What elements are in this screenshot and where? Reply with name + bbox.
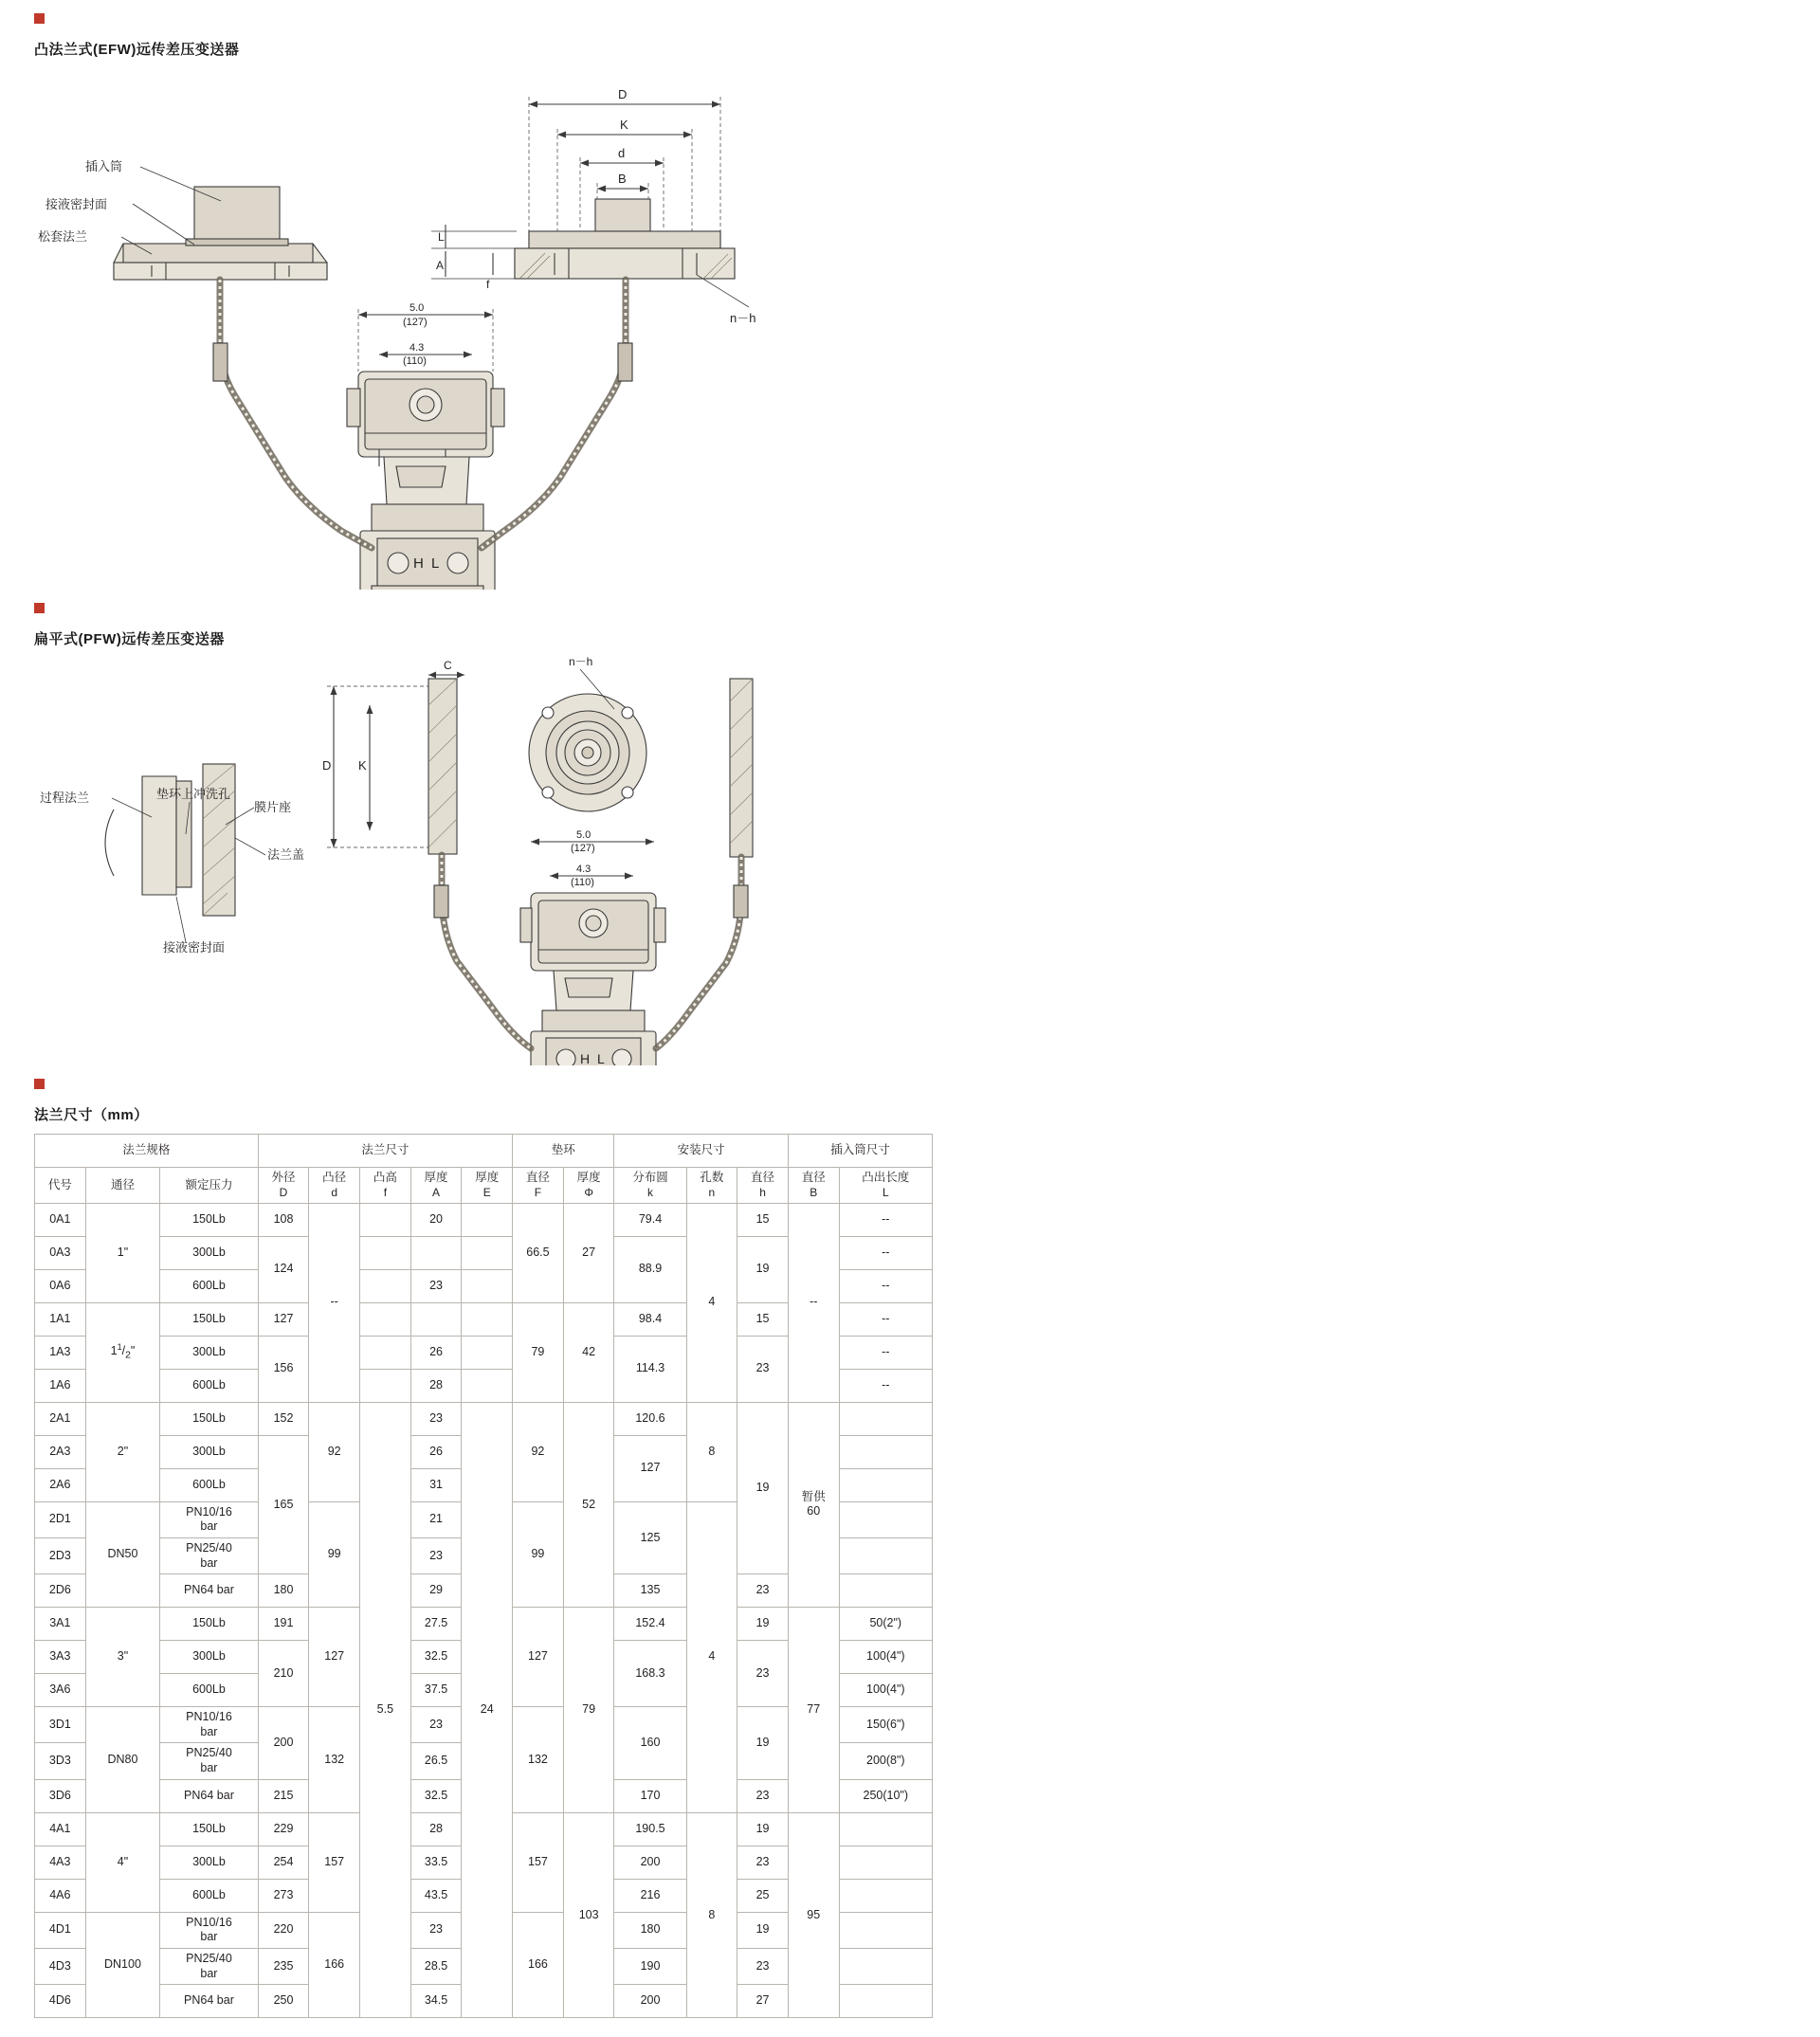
cell-pressure: 600Lb [160, 1369, 258, 1402]
height-mm-pfw: (110) [571, 877, 594, 888]
cell-A [410, 1302, 462, 1336]
cell-L: 250(10") [839, 1779, 932, 1812]
cell-F: 166 [513, 1912, 564, 2018]
cell-bore: DN50 [85, 1501, 160, 1608]
cell-phi: 79 [563, 1608, 614, 1813]
cell-bore: 2" [85, 1402, 160, 1501]
section-table [0, 1065, 1820, 2037]
cell-L [839, 1812, 932, 1846]
cell-k: 114.3 [614, 1336, 686, 1402]
red-square-icon [34, 1079, 45, 1089]
cell-code: 3D3 [35, 1743, 86, 1779]
dim-B: B [618, 172, 627, 186]
cell-f [360, 1236, 411, 1269]
cell-B: -- [788, 1203, 839, 1402]
cell-A: 23 [410, 1537, 462, 1573]
cell-h: 27 [737, 1985, 789, 2018]
flange-dimension-table [34, 1134, 933, 2018]
cell-k: 170 [614, 1779, 686, 1812]
cell-h: 23 [737, 1336, 789, 1402]
cell-k: 190.5 [614, 1812, 686, 1846]
cell-E [462, 1336, 513, 1369]
section-pfw [0, 590, 1820, 1065]
cell-A: 23 [410, 1402, 462, 1435]
cell-B: 暂供 60 [788, 1402, 839, 1608]
cell-code: 4A3 [35, 1846, 86, 1879]
cell-A: 32.5 [410, 1641, 462, 1674]
section-efw-title: 凸法兰式(EFW)远传差压变送器 [34, 42, 240, 58]
cell-pressure: 300Lb [160, 1641, 258, 1674]
label-loose-flange: 松套法兰 [38, 229, 88, 244]
cell-L: -- [839, 1369, 932, 1402]
table-group-header-row [35, 1135, 933, 1168]
cell-d: 166 [309, 1912, 360, 2018]
cell-n: 4 [686, 1203, 737, 1402]
cell-n: 8 [686, 1812, 737, 2018]
cell-h: 23 [737, 1574, 789, 1608]
cell-D: 254 [258, 1846, 309, 1879]
table-row [35, 1402, 933, 1435]
cell-A: 32.5 [410, 1779, 462, 1812]
cell-pressure: PN64 bar [160, 1985, 258, 2018]
cell-h: 23 [737, 1846, 789, 1879]
height-inch: 4.3 [410, 342, 425, 354]
cell-A: 28.5 [410, 1948, 462, 1984]
label-insert-tube: 插入筒 [85, 159, 123, 173]
cell-bore: 3" [85, 1608, 160, 1707]
cell-d: 99 [309, 1501, 360, 1608]
cell-d: 132 [309, 1707, 360, 1813]
label-wetted-seal-pfw: 接液密封面 [163, 940, 226, 955]
cell-L [839, 1501, 932, 1537]
cell-A: 28 [410, 1812, 462, 1846]
cell-D: 108 [258, 1203, 309, 1236]
cell-L: 100(4") [839, 1641, 932, 1674]
cell-A: 34.5 [410, 1985, 462, 2018]
cell-k: 120.6 [614, 1402, 686, 1435]
cell-n: 4 [686, 1501, 737, 1812]
cell-pressure: PN10/16 bar [160, 1501, 258, 1537]
cell-bore: DN80 [85, 1707, 160, 1813]
cell-E: 24 [462, 1402, 513, 2018]
cell-pressure: 600Lb [160, 1674, 258, 1707]
cell-code: 2A3 [35, 1435, 86, 1468]
cell-code: 3A3 [35, 1641, 86, 1674]
group-header-gasket: 垫环 [513, 1135, 614, 1168]
cell-code: 3A1 [35, 1608, 86, 1641]
pfw-svg [0, 648, 1820, 1065]
cell-k: 79.4 [614, 1203, 686, 1236]
cell-h: 19 [737, 1812, 789, 1846]
cell-k: 98.4 [614, 1302, 686, 1336]
table-head [35, 1135, 933, 1204]
cell-code: 2D1 [35, 1501, 86, 1537]
cell-code: 3A6 [35, 1674, 86, 1707]
cell-code: 4A1 [35, 1812, 86, 1846]
col-gasket-dia: 直径 F [513, 1168, 564, 1204]
label-gasket-flush: 垫环上冲洗孔 [156, 787, 231, 801]
cell-pressure: 150Lb [160, 1302, 258, 1336]
cell-L [839, 1879, 932, 1912]
label-flange-cover: 法兰盖 [267, 847, 305, 862]
group-header-mounting: 安装尺寸 [614, 1135, 788, 1168]
cell-k: 190 [614, 1948, 686, 1984]
width-inch: 5.0 [410, 302, 425, 314]
cell-D: 127 [258, 1302, 309, 1336]
cell-pressure: 300Lb [160, 1435, 258, 1468]
cell-L: 150(6") [839, 1707, 932, 1743]
red-square-icon [34, 603, 45, 613]
section-efw [0, 0, 1820, 590]
cell-code: 1A3 [35, 1336, 86, 1369]
cell-L [839, 1985, 932, 2018]
label-wetted-seal: 接液密封面 [46, 197, 108, 211]
cell-pressure: 150Lb [160, 1608, 258, 1641]
cell-pressure: 600Lb [160, 1879, 258, 1912]
cell-k: 135 [614, 1574, 686, 1608]
dim-K: K [620, 118, 628, 132]
cell-D: 191 [258, 1608, 309, 1641]
cell-A: 26 [410, 1336, 462, 1369]
cell-A: 21 [410, 1501, 462, 1537]
cell-h: 19 [737, 1912, 789, 1948]
cell-L [839, 1537, 932, 1573]
cell-D: 156 [258, 1336, 309, 1402]
cell-k: 168.3 [614, 1641, 686, 1707]
cell-A: 31 [410, 1468, 462, 1501]
cell-D: 180 [258, 1574, 309, 1608]
efw-drawing [0, 59, 1820, 590]
col-thickness-a: 厚度 A [410, 1168, 462, 1204]
cell-code: 2D6 [35, 1574, 86, 1608]
group-header-flange-dims: 法兰尺寸 [258, 1135, 512, 1168]
cell-A: 28 [410, 1369, 462, 1402]
cell-k: 200 [614, 1846, 686, 1879]
width-inch-pfw: 5.0 [576, 829, 592, 841]
label-process-flange: 过程法兰 [40, 791, 90, 805]
cell-code: 2A6 [35, 1468, 86, 1501]
height-mm: (110) [403, 355, 427, 367]
cell-B: 95 [788, 1812, 839, 2018]
cell-D: 229 [258, 1812, 309, 1846]
cell-L [839, 1912, 932, 1948]
dim-n-h: n－h [730, 311, 756, 325]
cell-A: 23 [410, 1269, 462, 1302]
cell-F: 92 [513, 1402, 564, 1501]
cell-L: -- [839, 1336, 932, 1369]
cell-k: 152.4 [614, 1608, 686, 1641]
cell-F: 99 [513, 1501, 564, 1608]
cell-pressure: PN25/40 bar [160, 1743, 258, 1779]
cell-L [839, 1402, 932, 1435]
cell-code: 4D6 [35, 1985, 86, 2018]
cell-h: 15 [737, 1203, 789, 1236]
col-outer-dia: 外径 D [258, 1168, 309, 1204]
col-code: 代号 [35, 1168, 86, 1204]
cell-L [839, 1435, 932, 1468]
cell-pressure: 600Lb [160, 1269, 258, 1302]
cell-bore: DN100 [85, 1912, 160, 2018]
cell-h: 19 [737, 1608, 789, 1641]
col-thickness-e: 厚度 E [462, 1168, 513, 1204]
cell-code: 0A6 [35, 1269, 86, 1302]
cell-D: 210 [258, 1641, 309, 1707]
cell-h: 19 [737, 1402, 789, 1574]
section-marker-row [0, 0, 1820, 28]
dim-L: L [438, 230, 445, 244]
group-header-insert-tube: 插入筒尺寸 [788, 1135, 932, 1168]
cell-D: 152 [258, 1402, 309, 1435]
width-mm: (127) [403, 317, 428, 328]
col-pressure: 额定压力 [160, 1168, 258, 1204]
cell-k: 125 [614, 1501, 686, 1574]
cell-F: 127 [513, 1608, 564, 1707]
cell-pressure: PN64 bar [160, 1574, 258, 1608]
section-marker-row-3 [0, 1065, 1820, 1094]
cell-h: 19 [737, 1707, 789, 1780]
width-mm-pfw: (127) [571, 843, 595, 854]
table-row [35, 1203, 933, 1236]
cell-F: 132 [513, 1707, 564, 1813]
cell-A: 26.5 [410, 1743, 462, 1779]
cell-pressure: PN25/40 bar [160, 1948, 258, 1984]
cell-A [410, 1236, 462, 1269]
cell-k: 160 [614, 1707, 686, 1780]
cell-code: 1A1 [35, 1302, 86, 1336]
cell-f: 5.5 [360, 1402, 411, 2018]
cell-d: -- [309, 1203, 360, 1402]
dim-f: f [486, 278, 490, 291]
cell-code: 4A6 [35, 1879, 86, 1912]
cell-code: 1A6 [35, 1369, 86, 1402]
cell-bore: 1" [85, 1203, 160, 1302]
col-bolt-circle: 分布圆 k [614, 1168, 686, 1204]
cell-phi: 52 [563, 1402, 614, 1608]
dim-d: d [618, 146, 626, 160]
cell-h: 15 [737, 1302, 789, 1336]
port-l-label-pfw: L [597, 1051, 605, 1065]
dim-D-pfw: D [322, 758, 332, 773]
cell-L: -- [839, 1236, 932, 1269]
cell-k: 180 [614, 1912, 686, 1948]
cell-code: 2D3 [35, 1537, 86, 1573]
cell-h: 23 [737, 1948, 789, 1984]
cell-f [360, 1336, 411, 1369]
cell-code: 3D1 [35, 1707, 86, 1743]
dim-D: D [618, 87, 628, 101]
flange-dimension-table-wrap [0, 1134, 1820, 2037]
dim-K-pfw: K [358, 758, 367, 773]
cell-code: 4D3 [35, 1948, 86, 1984]
cell-k: 216 [614, 1879, 686, 1912]
cell-D: 273 [258, 1879, 309, 1912]
cell-d: 127 [309, 1608, 360, 1707]
cell-D: 124 [258, 1236, 309, 1302]
cell-L: -- [839, 1302, 932, 1336]
cell-D: 235 [258, 1948, 309, 1984]
cell-A: 43.5 [410, 1879, 462, 1912]
cell-F: 157 [513, 1812, 564, 1912]
height-inch-pfw: 4.3 [576, 864, 592, 875]
label-diaphragm-seat: 膜片座 [254, 800, 292, 814]
cell-A: 27.5 [410, 1608, 462, 1641]
cell-phi: 42 [563, 1302, 614, 1402]
cell-h: 23 [737, 1779, 789, 1812]
dim-n-h-pfw: n－h [569, 655, 593, 668]
cell-pressure: PN25/40 bar [160, 1537, 258, 1573]
cell-bore: $1^1/_2$" [85, 1302, 160, 1402]
cell-L [839, 1574, 932, 1608]
cell-L [839, 1468, 932, 1501]
col-hole-dia: 直径 h [737, 1168, 789, 1204]
cell-F: 66.5 [513, 1203, 564, 1302]
cell-E [462, 1269, 513, 1302]
cell-f [360, 1369, 411, 1402]
col-tube-dia: 直径 B [788, 1168, 839, 1204]
cell-k: 200 [614, 1985, 686, 2018]
cell-A: 33.5 [410, 1846, 462, 1879]
group-header-flange-spec: 法兰规格 [35, 1135, 259, 1168]
cell-pressure: PN10/16 bar [160, 1707, 258, 1743]
cell-n: 8 [686, 1402, 737, 1501]
cell-D: 215 [258, 1779, 309, 1812]
cell-pressure: PN64 bar [160, 1779, 258, 1812]
cell-k: 127 [614, 1435, 686, 1501]
cell-d: 92 [309, 1402, 360, 1501]
cell-B: 77 [788, 1608, 839, 1813]
cell-phi: 103 [563, 1812, 614, 2018]
cell-h: 23 [737, 1641, 789, 1707]
cell-d: 157 [309, 1812, 360, 1912]
cell-E [462, 1302, 513, 1336]
table-body [35, 1203, 933, 2018]
table-column-header-row [35, 1168, 933, 1204]
dim-C: C [444, 659, 452, 672]
cell-pressure: 150Lb [160, 1203, 258, 1236]
red-square-icon [34, 13, 45, 24]
cell-L: 50(2") [839, 1608, 932, 1641]
col-raised-dia: 凸径 d [309, 1168, 360, 1204]
cell-D: 165 [258, 1435, 309, 1574]
cell-A: 26 [410, 1435, 462, 1468]
port-h-label: H [413, 555, 424, 572]
cell-F: 79 [513, 1302, 564, 1402]
pfw-drawing [0, 648, 1820, 1065]
cell-E [462, 1236, 513, 1269]
col-gasket-thickness: 厚度 Φ [563, 1168, 614, 1204]
col-raised-height: 凸高 f [360, 1168, 411, 1204]
cell-A: 20 [410, 1203, 462, 1236]
cell-pressure: PN10/16 bar [160, 1912, 258, 1948]
cell-f [360, 1203, 411, 1236]
cell-pressure: 150Lb [160, 1402, 258, 1435]
cell-A: 23 [410, 1912, 462, 1948]
cell-bore: 4" [85, 1812, 160, 1912]
port-l-label: L [431, 555, 440, 572]
cell-pressure: 300Lb [160, 1336, 258, 1369]
cell-E [462, 1369, 513, 1402]
cell-code: 2A1 [35, 1402, 86, 1435]
cell-code: 0A3 [35, 1236, 86, 1269]
cell-code: 0A1 [35, 1203, 86, 1236]
cell-L: -- [839, 1269, 932, 1302]
cell-phi: 27 [563, 1203, 614, 1302]
cell-D: 200 [258, 1707, 309, 1780]
cell-k: 88.9 [614, 1236, 686, 1302]
col-tube-length: 凸出长度 L [839, 1168, 932, 1204]
cell-A: 29 [410, 1574, 462, 1608]
cell-pressure: 150Lb [160, 1812, 258, 1846]
cell-pressure: 600Lb [160, 1468, 258, 1501]
dim-A: A [436, 259, 445, 272]
cell-pressure: 300Lb [160, 1846, 258, 1879]
efw-svg [0, 59, 1820, 590]
cell-pressure: 300Lb [160, 1236, 258, 1269]
cell-D: 220 [258, 1912, 309, 1948]
cell-L: -- [839, 1203, 932, 1236]
section-marker-row-2 [0, 590, 1820, 618]
cell-A: 37.5 [410, 1674, 462, 1707]
cell-L [839, 1846, 932, 1879]
table-title: 法兰尺寸（mm） [34, 1107, 149, 1123]
cell-L [839, 1948, 932, 1984]
cell-h: 25 [737, 1879, 789, 1912]
cell-f [360, 1269, 411, 1302]
cell-code: 4D1 [35, 1912, 86, 1948]
cell-f [360, 1302, 411, 1336]
col-hole-count: 孔数 n [686, 1168, 737, 1204]
section-pfw-title: 扁平式(PFW)远传差压变送器 [34, 631, 225, 647]
port-h-label-pfw: H [580, 1051, 591, 1065]
cell-L: 100(4") [839, 1674, 932, 1707]
cell-h: 19 [737, 1236, 789, 1302]
col-bore: 通径 [85, 1168, 160, 1204]
cell-code: 3D6 [35, 1779, 86, 1812]
cell-E [462, 1203, 513, 1236]
cell-A: 23 [410, 1707, 462, 1743]
cell-L: 200(8") [839, 1743, 932, 1779]
cell-D: 250 [258, 1985, 309, 2018]
